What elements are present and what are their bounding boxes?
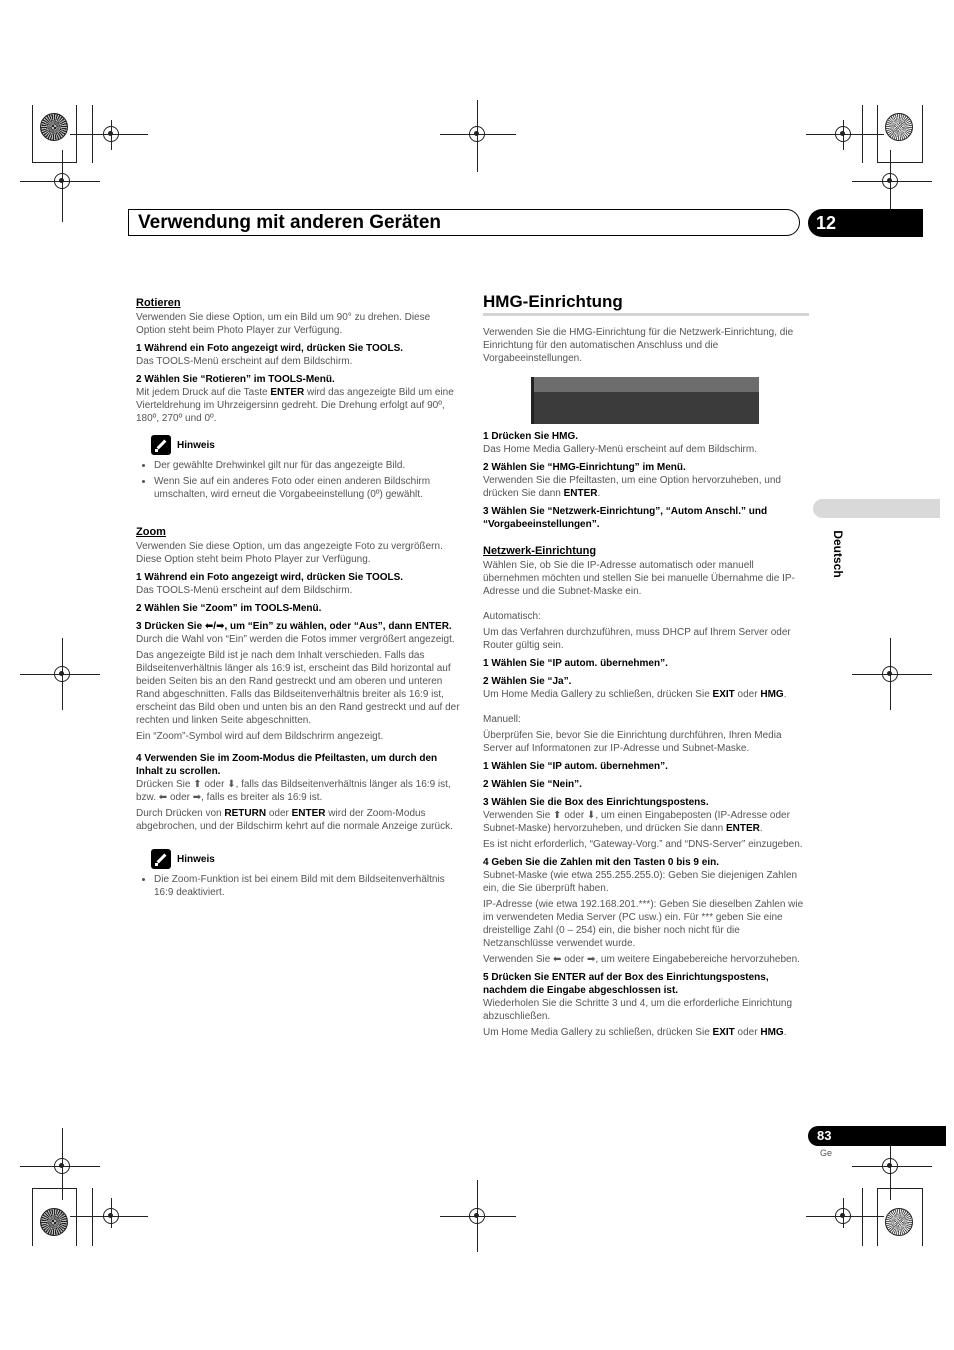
note-box: [151, 849, 462, 869]
paragraph: Wiederholen Sie die Schritte 3 und 4, um die erforderliche Einrichtung abzuschließen.: [483, 998, 793, 1022]
paragraph: Verwenden Sie diese Option, um ein Bild um 90° zu drehen. Diese Option steht beim Photo Player zur Verfügung.: [136, 312, 431, 336]
paragraph: Verwenden Sie diese Option, um das angezeigte Foto zu vergrößern. Diese Option steht beim Photo Player zur Verfügung.: [136, 541, 443, 565]
step-heading: 1 Wählen Sie “IP autom. übernehmen”.: [483, 761, 668, 772]
color-rosette-icon: [885, 113, 913, 141]
paragraph: Durch Drücken von RETURN oder ENTER wird der Zoom-Modus abgebrochen, und der Bildschirm kehrt auf die normale Anzeige zurück.: [136, 808, 453, 832]
paragraph: Subnet-Maske (wie etwa 255.255.255.0): Geben Sie diejenigen Zahlen ein, die Sie überprüft haben.: [483, 870, 798, 894]
paragraph: Es ist nicht erforderlich, “Gateway-Vorg.” and “DNS-Server” einzugeben.: [483, 839, 803, 850]
zoom-heading: Zoom: [136, 526, 166, 538]
paragraph: Verwenden Sie die HMG-Einrichtung für die Netzwerk-Einrichtung, die Einrichtung für den automatischen Anschluss und die Vorgabeeinstellungen.: [483, 327, 794, 364]
list-item: • Der gewählte Drehwinkel gilt nur für das angezeigte Bild.: [154, 459, 462, 472]
list-item: • Die Zoom-Funktion ist bei einem Bild mit dem Bildseitenverhältnis 16:9 deaktiviert.: [154, 873, 462, 899]
paragraph: Mit jedem Druck auf die Taste ENTER wird das angezeigte Bild um eine Vierteldrehung im Uhrzeigersinn gedreht. Die Drehung erfolgt auf 90º, 180º, 270º und 0º.: [136, 387, 454, 424]
note-box: [151, 435, 462, 455]
step-heading: 1 Während ein Foto angezeigt wird, drücken Sie TOOLS.: [136, 572, 404, 583]
paragraph: Das Home Media Gallery-Menü erscheint auf dem Bildschirm.: [483, 444, 757, 455]
paragraph: Das TOOLS-Menü erscheint auf dem Bildschirm.: [136, 356, 353, 367]
step-heading: 4 Verwenden Sie im Zoom-Modus die Pfeiltasten, um durch den Inhalt zu scrollen.: [136, 753, 438, 777]
rotieren-heading: Rotieren: [136, 297, 181, 309]
page-number-badge: 83: [808, 1126, 946, 1146]
paragraph: Überprüfen Sie, bevor Sie die Einrichtung durchführen, Ihren Media Server auf Informatonen zur IP-Adresse und Subnet-Maske.: [483, 730, 782, 754]
paragraph: Ein “Zoom”-Symbol wird auf dem Bildschrirm angezeigt.: [136, 731, 384, 742]
paragraph: Verwenden Sie die Pfeiltasten, um eine Option hervorzuheben, und drücken Sie dann ENTER.: [483, 475, 781, 499]
language-label: Deutsch: [831, 530, 845, 578]
paragraph: Automatisch:: [483, 611, 541, 622]
color-rosette-icon: [885, 1208, 913, 1236]
language-tab: [813, 499, 940, 518]
paragraph: Um Home Media Gallery zu schließen, drücken Sie EXIT oder HMG.: [483, 1027, 787, 1038]
step-heading: 2 Wählen Sie “Nein”.: [483, 779, 582, 790]
paragraph: Das TOOLS-Menü erscheint auf dem Bildschirm.: [136, 585, 353, 596]
pencil-note-icon: [151, 435, 171, 455]
step-heading: 1 Wählen Sie “IP autom. übernehmen”.: [483, 658, 668, 669]
color-rosette-icon: [40, 113, 68, 141]
paragraph: Verwenden Sie ⬆ oder ⬇, um einen Eingabeposten (IP-Adresse oder Subnet-Maske) hervorzuheben, und drücken Sie dann ENTER.: [483, 810, 790, 834]
left-column: [136, 297, 462, 902]
step-heading: 1 Während ein Foto angezeigt wird, drücken Sie TOOLS.: [136, 343, 404, 354]
right-column: [483, 292, 809, 1042]
paragraph: Wählen Sie, ob Sie die IP-Adresse automatisch oder manuell übernehmen möchten und stellen Sie bei manuelle Übernahme die IP-Adresse und die Subnet-Maske ein.: [483, 560, 795, 597]
page-language-code: Ge: [820, 1148, 833, 1158]
paragraph: Durch die Wahl von “Ein” werden die Fotos immer vergrößert angezeigt.: [136, 634, 455, 645]
step-heading: 3 Drücken Sie ⬅/➡, um “Ein” zu wählen, oder “Aus”, dann ENTER.: [136, 621, 452, 632]
menu-screenshot: [531, 377, 759, 424]
step-heading: 4 Geben Sie die Zahlen mit den Tasten 0 bis 9 ein.: [483, 857, 719, 868]
note-list: [136, 873, 462, 899]
step-heading: 3 Wählen Sie “Netzwerk-Einrichtung”, “Autom Anschl.” und “Vorgabeeinstellungen”.: [483, 506, 768, 530]
step-heading: 2 Wählen Sie “HMG-Einrichtung” im Menü.: [483, 462, 686, 473]
paragraph: Das angezeigte Bild ist je nach dem Inhalt verschieden. Falls das Bildseitenverhältnis länger als 16:9 ist, erscheint das Bild horizontal auf beiden Seiten bis an den Rand gestreckt und am oberen und unteren Rand abgeschnitten. Falls das Bildseitenverhältnis breiter als 16:9 ist, erscheint das Bild oben und unten bis an den Rand gestreckt und auf der rechten und linken Seite abgeschnitten.: [136, 650, 460, 726]
section-title: HMG-Einrichtung: [483, 295, 809, 316]
chapter-number-badge: 12: [808, 209, 923, 237]
note-title: Hinweis: [177, 853, 215, 865]
step-heading: 1 Drücken Sie HMG.: [483, 431, 579, 442]
step-heading: 3 Wählen Sie die Box des Einrichtungspostens.: [483, 797, 709, 808]
paragraph: Drücken Sie ⬆ oder ⬇, falls das Bildseitenverhältnis länger als 16:9 ist, bzw. ⬅ oder ➡, falls es breiter als 16:9 ist.: [136, 779, 451, 803]
page-title: Verwendung mit anderen Geräten: [138, 212, 442, 233]
step-heading: 2 Wählen Sie “Ja”.: [483, 676, 572, 687]
list-item: • Wenn Sie auf ein anderes Foto oder einen anderen Bildschirm umschalten, wird erneut die Vorgabeeinstellung (0º) gewählt.: [154, 475, 462, 501]
paragraph: IP-Adresse (wie etwa 192.168.201.***): Geben Sie dieselben Zahlen wie im verwendeten Media Server (PC usw.) ein. Für *** geben Sie eine dreistellige Zahl (0 – 254) ein, die bisher noch nicht für die Netzanschlüsse verwendet wurde.: [483, 899, 804, 949]
paragraph: Manuell:: [483, 714, 521, 725]
note-title: Hinweis: [177, 439, 215, 451]
step-heading: 2 Wählen Sie “Rotieren” im TOOLS-Menü.: [136, 374, 335, 385]
netzwerk-heading: Netzwerk-Einrichtung: [483, 545, 597, 557]
paragraph: Um Home Media Gallery zu schließen, drücken Sie EXIT oder HMG.: [483, 689, 787, 700]
pencil-note-icon: [151, 849, 171, 869]
paragraph: Um das Verfahren durchzuführen, muss DHCP auf Ihrem Server oder Router gültig sein.: [483, 627, 791, 651]
step-heading: 2 Wählen Sie “Zoom” im TOOLS-Menü.: [136, 603, 322, 614]
color-rosette-icon: [40, 1208, 68, 1236]
step-heading: 5 Drücken Sie ENTER auf der Box des Einrichtungspostens, nachdem die Eingabe abgeschlossen ist.: [483, 972, 769, 996]
note-list: [136, 459, 462, 501]
paragraph: Verwenden Sie ⬅ oder ➡, um weitere Eingabebereiche hervorzuheben.: [483, 954, 800, 965]
